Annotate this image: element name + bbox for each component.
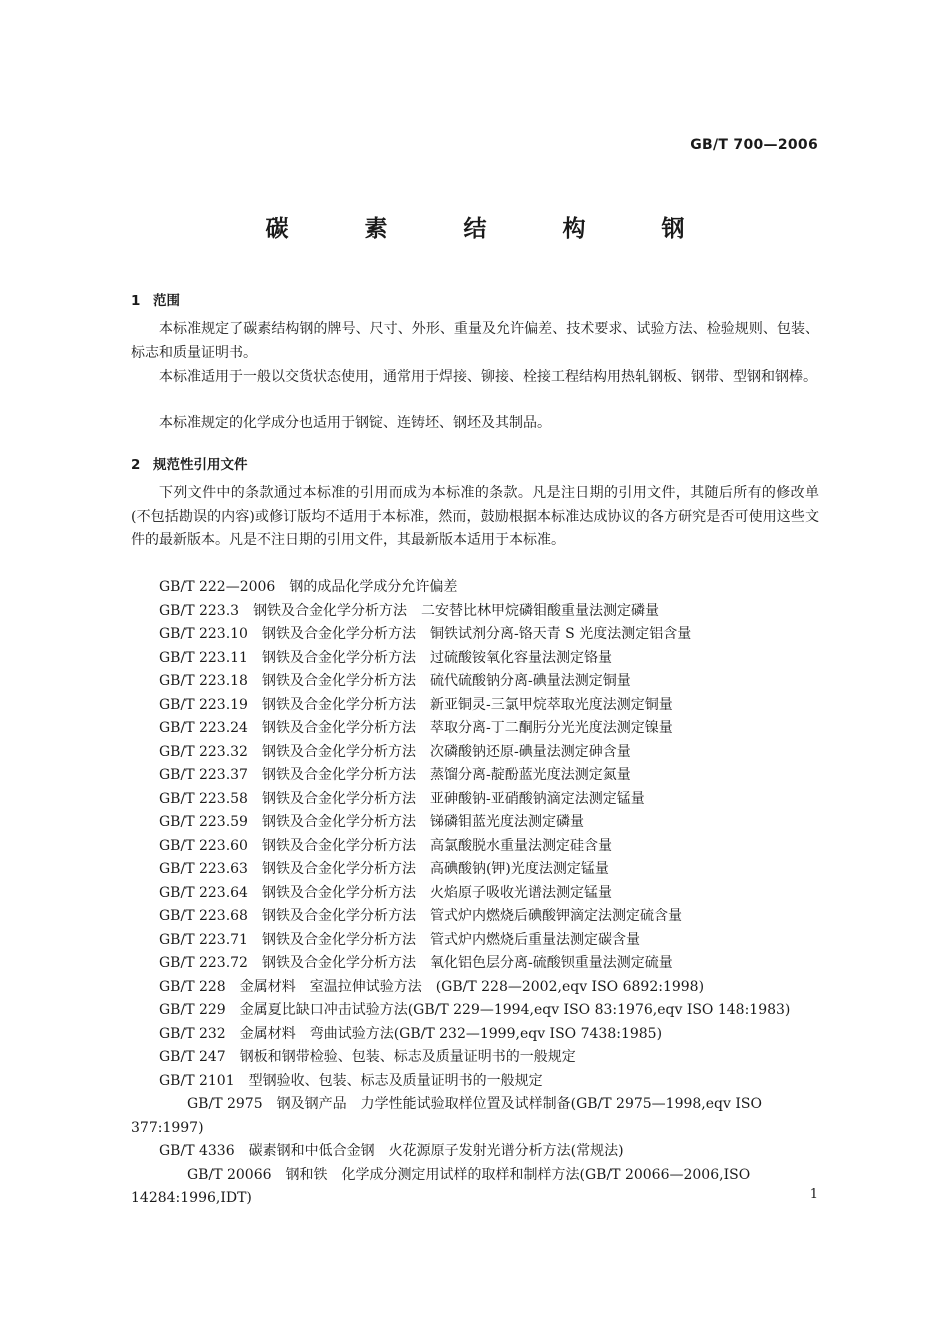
- reference-code: GB/T 223.10: [159, 626, 248, 642]
- reference-item: [131, 670, 821, 694]
- reference-title: 钢铁及合金化学分析方法 高碘酸钠(钾)光度法测定锰量: [261, 861, 609, 877]
- reference-title: 钢铁及合金化学分析方法 蒸馏分离-靛酚蓝光度法测定氮量: [261, 767, 631, 783]
- reference-code: GB/T 223.64: [159, 884, 248, 901]
- reference-code: GB/T 223.3: [159, 602, 240, 619]
- reference-title: 钢铁及合金化学分析方法 二安替比林甲烷磷钼酸重量法测定磷量: [253, 602, 660, 619]
- reference-item: [131, 1140, 821, 1164]
- reference-item: [131, 811, 821, 835]
- reference-item: [131, 858, 821, 882]
- paragraph: 本标准适用于一般以交货状态使用，通常用于焊接、铆接、栓接工程结构用热轧钢板、钢带、型钢和钢棒。: [159, 369, 817, 385]
- reference-code: GB/T 4336: [159, 1143, 235, 1159]
- reference-item: [131, 741, 821, 765]
- reference-item: [131, 1164, 821, 1211]
- reference-code: GB/T 223.60: [159, 837, 248, 854]
- document-title: 碳 素 结 构 钢: [265, 216, 719, 242]
- page-number: 1: [809, 1187, 818, 1202]
- reference-code: GB/T 223.24: [159, 720, 248, 736]
- reference-title: 钢和铁 化学成分测定用试样的取样和制样方法(GB/T 20066—2006,ISO 14284:1996,IDT): [131, 1166, 751, 1206]
- reference-item: [131, 929, 821, 953]
- reference-item: [131, 976, 821, 1000]
- reference-item: [131, 764, 821, 788]
- reference-title: 钢铁及合金化学分析方法 铜铁试剂分离-铬天青 S 光度法测定铝含量: [261, 626, 692, 642]
- reference-code: GB/T 223.72: [159, 955, 248, 971]
- section-title: 规范性引用文件: [153, 457, 248, 473]
- reference-item: [131, 1093, 821, 1140]
- reference-title: 钢铁及合金化学分析方法 亚砷酸钠-亚硝酸钠滴定法测定锰量: [261, 790, 645, 807]
- reference-code: GB/T 232: [159, 1025, 226, 1042]
- reference-title: 金属夏比缺口冲击试验方法(GB/T 229—1994,eqv ISO 83:1976,eqv ISO 148:1983): [239, 1002, 791, 1018]
- reference-item: [131, 882, 821, 906]
- reference-item: [131, 999, 821, 1023]
- section-number: 2: [131, 457, 141, 473]
- reference-title: 钢铁及合金化学分析方法 次磷酸钠还原-碘量法测定砷含量: [261, 743, 631, 760]
- standard-code: GB/T 700—2006: [690, 137, 818, 153]
- reference-code: GB/T 223.68: [159, 908, 248, 924]
- reference-code: GB/T 223.63: [159, 861, 248, 877]
- reference-code: GB/T 223.32: [159, 743, 248, 760]
- reference-item: [131, 576, 821, 600]
- reference-item: [131, 952, 821, 976]
- reference-title: 金属材料 弯曲试验方法(GB/T 232—1999,eqv ISO 7438:1985): [239, 1025, 663, 1042]
- reference-title: 金属材料 室温拉伸试验方法 (GB/T 228—2002,eqv ISO 6892:1998): [239, 978, 705, 995]
- reference-title: 钢铁及合金化学分析方法 新亚铜灵-三氯甲烷萃取光度法测定铜量: [261, 696, 673, 713]
- reference-title: 钢铁及合金化学分析方法 锑磷钼蓝光度法测定磷量: [261, 814, 584, 830]
- reference-item: [131, 623, 821, 647]
- reference-title: 碳素钢和中低合金钢 火花源原子发射光谱分析方法(常规法): [248, 1143, 624, 1159]
- reference-item: [131, 1070, 821, 1094]
- section-number: 1: [131, 293, 141, 309]
- reference-title: 钢铁及合金化学分析方法 管式炉内燃烧后重量法测定碳含量: [261, 931, 640, 948]
- reference-code: GB/T 223.19: [159, 696, 248, 713]
- reference-item: [131, 1046, 821, 1070]
- reference-code: GB/T 223.11: [159, 649, 248, 666]
- reference-code: GB/T 229: [159, 1002, 226, 1018]
- reference-code: GB/T 247: [159, 1049, 226, 1065]
- reference-code: GB/T 2975: [187, 1096, 263, 1112]
- section-heading-scope: [131, 289, 180, 309]
- reference-code: GB/T 223.37: [159, 767, 248, 783]
- reference-code: GB/T 223.71: [159, 931, 248, 948]
- reference-title: 钢铁及合金化学分析方法 过硫酸铵氧化容量法测定铬量: [261, 649, 612, 666]
- reference-code: GB/T 228: [159, 978, 226, 995]
- reference-item: [131, 835, 821, 859]
- reference-item: [131, 1023, 821, 1047]
- reference-item: [131, 694, 821, 718]
- reference-item: [131, 717, 821, 741]
- reference-title: 钢铁及合金化学分析方法 管式炉内燃烧后碘酸钾滴定法测定硫含量: [261, 908, 682, 924]
- reference-title: 钢的成品化学成分允许偏差: [289, 579, 458, 595]
- reference-code: GB/T 222—2006: [159, 579, 276, 595]
- reference-item: [131, 905, 821, 929]
- reference-title: 钢铁及合金化学分析方法 高氯酸脱水重量法测定硅含量: [261, 837, 612, 854]
- reference-code: GB/T 2101: [159, 1072, 235, 1089]
- reference-code: GB/T 223.18: [159, 673, 248, 689]
- paragraph: 本标准规定的化学成分也适用于钢锭、连铸坯、钢坯及其制品。: [159, 415, 551, 431]
- reference-title: 钢铁及合金化学分析方法 火焰原子吸收光谱法测定锰量: [261, 884, 612, 901]
- reference-title: 型钢验收、包装、标志及质量证明书的一般规定: [248, 1072, 543, 1089]
- reference-title: 钢及钢产品 力学性能试验取样位置及试样制备(GB/T 2975—1998,eqv ISO 377:1997): [131, 1096, 762, 1136]
- reference-item: [131, 600, 821, 624]
- paragraph: 下列文件中的条款通过本标准的引用而成为本标准的条款。凡是注日期的引用文件，其随后所有的修改单(不包括勘误的内容)或修订版均不适用于本标准，然而，鼓励根据本标准达成协议的各方研究是否可使用这些文件的最新版本。凡是不注日期的引用文件，其最新版本适用于本标准。: [131, 485, 819, 548]
- reference-title: 钢板和钢带检验、包装、标志及质量证明书的一般规定: [239, 1049, 576, 1065]
- reference-title: 钢铁及合金化学分析方法 氧化铝色层分离-硫酸钡重量法测定硫量: [261, 955, 673, 971]
- reference-code: GB/T 223.59: [159, 814, 248, 830]
- section-title: 范围: [153, 293, 180, 309]
- reference-list: [131, 576, 821, 1211]
- reference-title: 钢铁及合金化学分析方法 萃取分离-丁二酮肟分光光度法测定镍量: [261, 720, 673, 736]
- reference-code: GB/T 223.58: [159, 790, 248, 807]
- section-heading-normative-references: [131, 453, 248, 473]
- reference-title: 钢铁及合金化学分析方法 硫代硫酸钠分离-碘量法测定铜量: [261, 673, 631, 689]
- reference-item: [131, 647, 821, 671]
- reference-code: GB/T 20066: [187, 1166, 272, 1183]
- reference-item: [131, 788, 821, 812]
- paragraph: 本标准规定了碳素结构钢的牌号、尺寸、外形、重量及允许偏差、技术要求、试验方法、检验规则、包装、标志和质量证明书。: [131, 321, 819, 361]
